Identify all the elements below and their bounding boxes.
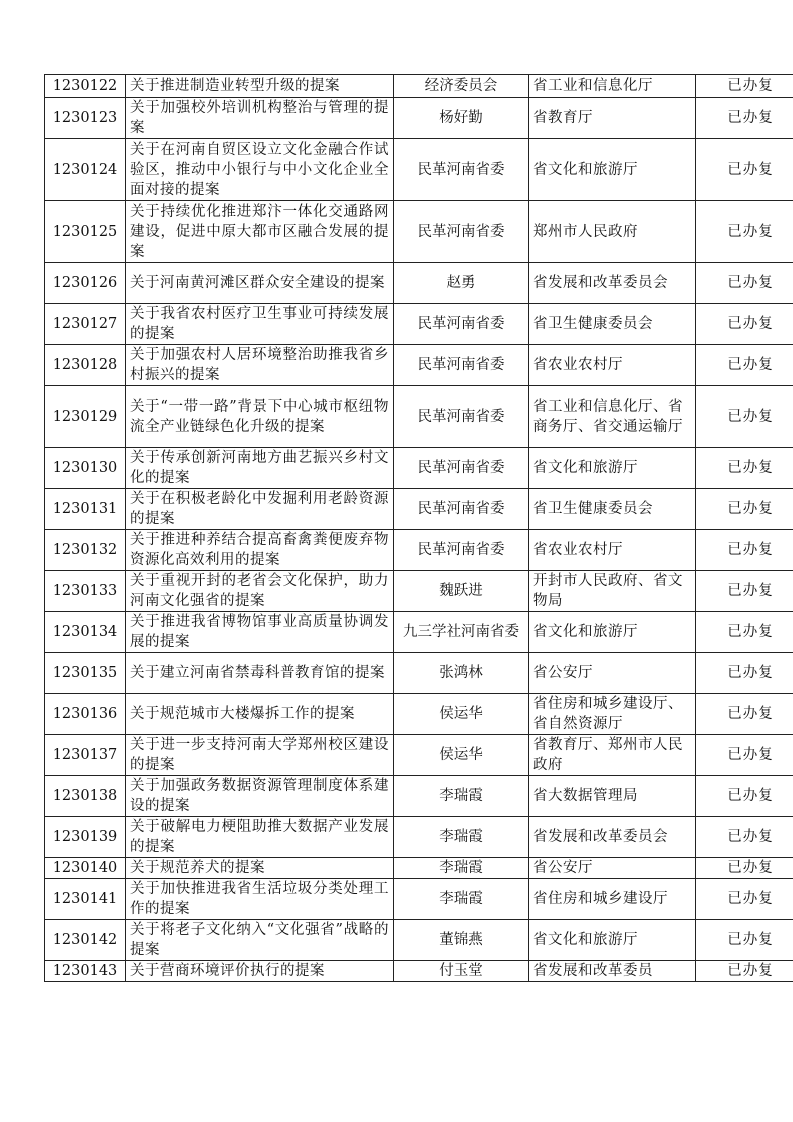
proposal-id-cell: 1230124: [45, 139, 126, 201]
proposal-id-cell: 1230135: [45, 653, 126, 694]
proposal-title-cell: 关于传承创新河南地方曲艺振兴乡村文化的提案: [126, 448, 394, 489]
proposal-table: [44, 74, 793, 982]
table-row: [45, 612, 793, 653]
proposal-title-cell: 关于加强农村人居环境整治助推我省乡村振兴的提案: [126, 345, 394, 386]
proposal-id-cell: 1230136: [45, 694, 126, 735]
table-row: [45, 961, 793, 982]
proposal-title-cell: 关于在河南自贸区设立文化金融合作试验区，推动中小银行与中小文化企业全面对接的提案: [126, 139, 394, 201]
handling-dept-cell: 郑州市人民政府: [529, 201, 696, 263]
proposal-title-cell: 关于推进我省博物馆事业高质量协调发展的提案: [126, 612, 394, 653]
proposer-cell: 李瑞霞: [394, 879, 529, 920]
table-row: [45, 694, 793, 735]
proposer-cell: 付玉堂: [394, 961, 529, 982]
handling-dept-cell: 省发展和改革委员会: [529, 263, 696, 304]
proposal-title-cell: 关于推进种养结合提高畜禽粪便废弃物资源化高效利用的提案: [126, 530, 394, 571]
handling-dept-cell: 省文化和旅游厅: [529, 612, 696, 653]
status-cell: 已办复: [696, 776, 793, 817]
table-row: [45, 489, 793, 530]
proposer-cell: 张鸿林: [394, 653, 529, 694]
table-row: [45, 879, 793, 920]
status-cell: 已办复: [696, 817, 793, 858]
proposer-cell: 民革河南省委: [394, 304, 529, 345]
status-cell: 已办复: [696, 139, 793, 201]
proposal-id-cell: 1230133: [45, 571, 126, 612]
proposal-title-cell: 关于在积极老龄化中发掘利用老龄资源的提案: [126, 489, 394, 530]
table-row: [45, 653, 793, 694]
status-cell: 已办复: [696, 653, 793, 694]
table-row: [45, 304, 793, 345]
proposer-cell: 侯运华: [394, 735, 529, 776]
handling-dept-cell: 省住房和城乡建设厅、省自然资源厅: [529, 694, 696, 735]
proposer-cell: 民革河南省委: [394, 530, 529, 571]
proposal-id-cell: 1230139: [45, 817, 126, 858]
table-row: [45, 386, 793, 448]
proposer-cell: 李瑞霞: [394, 858, 529, 879]
table-row: [45, 571, 793, 612]
proposal-id-cell: 1230130: [45, 448, 126, 489]
handling-dept-cell: 省住房和城乡建设厅: [529, 879, 696, 920]
proposer-cell: 李瑞霞: [394, 776, 529, 817]
table-row: [45, 201, 793, 263]
proposer-cell: 董锦燕: [394, 920, 529, 961]
table-row: [45, 139, 793, 201]
proposal-id-cell: 1230134: [45, 612, 126, 653]
handling-dept-cell: 省教育厅、郑州市人民政府: [529, 735, 696, 776]
handling-dept-cell: 省发展和改革委员: [529, 961, 696, 982]
proposal-title-cell: 关于规范养犬的提案: [126, 858, 394, 879]
proposal-title-cell: 关于加强校外培训机构整治与管理的提案: [126, 98, 394, 139]
proposal-title-cell: 关于重视开封的老省会文化保护，助力河南文化强省的提案: [126, 571, 394, 612]
proposal-id-cell: 1230128: [45, 345, 126, 386]
proposal-id-cell: 1230122: [45, 75, 126, 98]
status-cell: 已办复: [696, 386, 793, 448]
table-row: [45, 735, 793, 776]
proposal-id-cell: 1230132: [45, 530, 126, 571]
proposal-id-cell: 1230127: [45, 304, 126, 345]
table-row: [45, 448, 793, 489]
status-cell: 已办复: [696, 858, 793, 879]
table-row: [45, 817, 793, 858]
status-cell: 已办复: [696, 345, 793, 386]
status-cell: 已办复: [696, 304, 793, 345]
table-row: [45, 920, 793, 961]
status-cell: 已办复: [696, 571, 793, 612]
proposal-title-cell: 关于进一步支持河南大学郑州校区建设的提案: [126, 735, 394, 776]
table-row: [45, 530, 793, 571]
proposal-title-cell: 关于破解电力梗阻助推大数据产业发展的提案: [126, 817, 394, 858]
table-row: [45, 98, 793, 139]
proposer-cell: 魏跃进: [394, 571, 529, 612]
status-cell: 已办复: [696, 75, 793, 98]
proposer-cell: 民革河南省委: [394, 489, 529, 530]
proposal-title-cell: 关于我省农村医疗卫生事业可持续发展的提案: [126, 304, 394, 345]
proposal-table-body: [45, 75, 793, 982]
handling-dept-cell: 开封市人民政府、省文物局: [529, 571, 696, 612]
handling-dept-cell: 省大数据管理局: [529, 776, 696, 817]
proposer-cell: 民革河南省委: [394, 201, 529, 263]
status-cell: 已办复: [696, 98, 793, 139]
proposal-id-cell: 1230141: [45, 879, 126, 920]
proposer-cell: 民革河南省委: [394, 139, 529, 201]
status-cell: 已办复: [696, 201, 793, 263]
table-row: [45, 75, 793, 98]
proposal-title-cell: 关于建立河南省禁毒科普教育馆的提案: [126, 653, 394, 694]
proposal-id-cell: 1230131: [45, 489, 126, 530]
proposal-title-cell: 关于营商环境评价执行的提案: [126, 961, 394, 982]
handling-dept-cell: 省公安厅: [529, 858, 696, 879]
table-row: [45, 345, 793, 386]
proposal-id-cell: 1230143: [45, 961, 126, 982]
proposal-title-cell: 关于加强政务数据资源管理制度体系建设的提案: [126, 776, 394, 817]
status-cell: 已办复: [696, 489, 793, 530]
proposal-id-cell: 1230123: [45, 98, 126, 139]
proposal-id-cell: 1230125: [45, 201, 126, 263]
status-cell: 已办复: [696, 920, 793, 961]
handling-dept-cell: 省文化和旅游厅: [529, 920, 696, 961]
proposal-title-cell: 关于将老子文化纳入“文化强省”战略的提案: [126, 920, 394, 961]
status-cell: 已办复: [696, 961, 793, 982]
proposer-cell: 杨好勤: [394, 98, 529, 139]
proposer-cell: 民革河南省委: [394, 345, 529, 386]
proposal-id-cell: 1230126: [45, 263, 126, 304]
proposal-title-cell: 关于加快推进我省生活垃圾分类处理工作的提案: [126, 879, 394, 920]
handling-dept-cell: 省农业农村厅: [529, 530, 696, 571]
handling-dept-cell: 省公安厅: [529, 653, 696, 694]
proposer-cell: 赵勇: [394, 263, 529, 304]
handling-dept-cell: 省文化和旅游厅: [529, 448, 696, 489]
proposer-cell: 民革河南省委: [394, 386, 529, 448]
proposal-title-cell: 关于推进制造业转型升级的提案: [126, 75, 394, 98]
proposal-title-cell: 关于规范城市大楼爆拆工作的提案: [126, 694, 394, 735]
proposal-id-cell: 1230138: [45, 776, 126, 817]
table-row: [45, 776, 793, 817]
status-cell: 已办复: [696, 735, 793, 776]
status-cell: 已办复: [696, 879, 793, 920]
proposal-title-cell: 关于持续优化推进郑汴一体化交通路网建设，促进中原大都市区融合发展的提案: [126, 201, 394, 263]
proposal-id-cell: 1230140: [45, 858, 126, 879]
proposal-id-cell: 1230142: [45, 920, 126, 961]
status-cell: 已办复: [696, 448, 793, 489]
handling-dept-cell: 省工业和信息化厅: [529, 75, 696, 98]
handling-dept-cell: 省工业和信息化厅、省商务厅、省交通运输厅: [529, 386, 696, 448]
table-row: [45, 858, 793, 879]
proposal-id-cell: 1230129: [45, 386, 126, 448]
proposal-title-cell: 关于河南黄河滩区群众安全建设的提案: [126, 263, 394, 304]
proposer-cell: 九三学社河南省委: [394, 612, 529, 653]
status-cell: 已办复: [696, 530, 793, 571]
handling-dept-cell: 省发展和改革委员会: [529, 817, 696, 858]
handling-dept-cell: 省卫生健康委员会: [529, 489, 696, 530]
document-page: [44, 74, 774, 982]
handling-dept-cell: 省文化和旅游厅: [529, 139, 696, 201]
proposal-title-cell: 关于“一带一路”背景下中心城市枢纽物流全产业链绿色化升级的提案: [126, 386, 394, 448]
handling-dept-cell: 省教育厅: [529, 98, 696, 139]
status-cell: 已办复: [696, 694, 793, 735]
handling-dept-cell: 省卫生健康委员会: [529, 304, 696, 345]
proposer-cell: 李瑞霞: [394, 817, 529, 858]
status-cell: 已办复: [696, 263, 793, 304]
proposer-cell: 经济委员会: [394, 75, 529, 98]
proposal-id-cell: 1230137: [45, 735, 126, 776]
status-cell: 已办复: [696, 612, 793, 653]
proposer-cell: 民革河南省委: [394, 448, 529, 489]
handling-dept-cell: 省农业农村厅: [529, 345, 696, 386]
table-row: [45, 263, 793, 304]
proposer-cell: 侯运华: [394, 694, 529, 735]
